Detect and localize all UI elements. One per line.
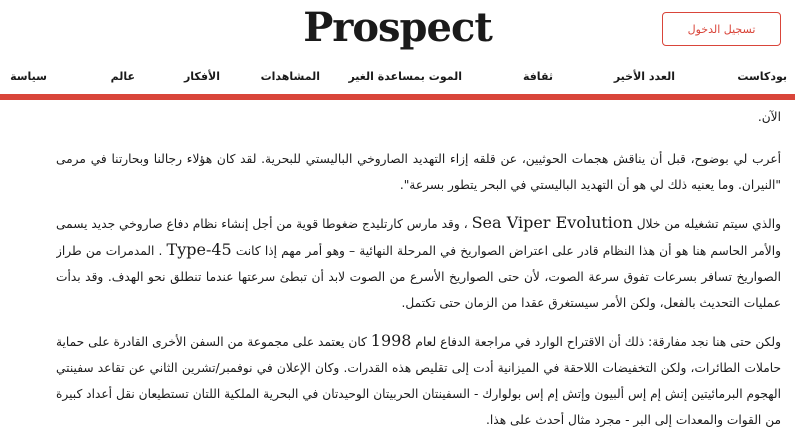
- paragraph-text: والذي سيتم تشغيله من خلال: [636, 217, 781, 231]
- year-1998: 1998: [370, 331, 412, 350]
- paragraph-text: كان يعتمد على مجموعة من السفن الأخرى القادرة على حماية حاملات الطائرات، ولكن التخفيضات اللاحقة في الميزانية أدت إلى تقليص هذه القدرات. وكان الإعلان في نوفمبر/تشرين الثاني عن تقاعد سفينتي الهجوم البرمائيتين إتش إم إس ألبيون وإتش إم إس بولوارك - السفينتان الحربيتان الوحيدتان في البحرية الملكية اللتان تستطيعان نقل أعداد كبيرة من القوات والمعدات إلى البر - مجرد مثال أحدث على هذا.: [56, 335, 781, 427]
- paragraph-text: . المدمرات من طراز الصواريخ تسافر بسرعات تفوق سرعة الصوت، لأن حتى الصواريخ الأسرع من الصوت لابد أن تبطئ سرعتها عندما تنطلق نحو الهدف. وقد بدأت عمليات التحديث بالفعل، ولكن الأمر سيستغرق عقدا من الزمان حتى تكتمل.: [56, 244, 781, 310]
- article-paragraph: أعرب لي بوضوح، قبل أن يناقش هجمات الحوثيين، عن قلقه إزاء التهديد الصاروخي الباليستي للبحرية. لقد كان هؤلاء رجالنا وبحارتنا في مرمى "النيران. وما يعنيه ذلك لي هو أن التهديد الباليستي في البحر يتطور بسرعة".: [56, 152, 781, 192]
- nav-item-podcast[interactable]: بودكاست: [737, 70, 787, 83]
- main-nav: [0, 62, 795, 100]
- sea-viper-evolution-term: Sea Viper Evolution: [471, 213, 633, 232]
- paragraph-text: ، وقد مارس كارتليدج ضغوطا قوية من أجل إنشاء نظام دفاع صاروخي جديد يسمى: [56, 217, 468, 231]
- article-paragraph: الآن.: [757, 110, 781, 124]
- nav-item-assisted-death[interactable]: الموت بمساعدة الغير: [348, 70, 462, 83]
- site-header: [0, 0, 795, 60]
- nav-item-culture[interactable]: ثقافة: [522, 70, 553, 83]
- nav-item-latest-issue[interactable]: العدد الأخير: [613, 70, 675, 83]
- article-body: [56, 100, 781, 434]
- article-paragraph: [56, 328, 781, 433]
- type-45-term: Type-45: [166, 240, 232, 259]
- nav-item-world[interactable]: عالم: [110, 70, 135, 83]
- article-paragraph: [56, 210, 781, 316]
- nav-item-ideas[interactable]: الأفكار: [183, 70, 220, 83]
- nav-item-politics[interactable]: سياسة: [10, 70, 47, 83]
- login-button[interactable]: تسجيل الدخول: [662, 12, 781, 46]
- paragraph-text: ولكن حتى هنا نجد مفارقة: ذلك أن الاقتراح الوارد في مراجعة الدفاع لعام: [415, 335, 781, 349]
- paragraph-text: والأمر الحاسم هنا هو أن هذا النظام قادر على اعتراض الصواريخ في المرحلة النهائية – وهو أمر مهم إذا كانت: [235, 244, 781, 258]
- nav-item-views[interactable]: المشاهدات: [260, 70, 320, 83]
- site-logo[interactable]: Prospect: [303, 4, 492, 51]
